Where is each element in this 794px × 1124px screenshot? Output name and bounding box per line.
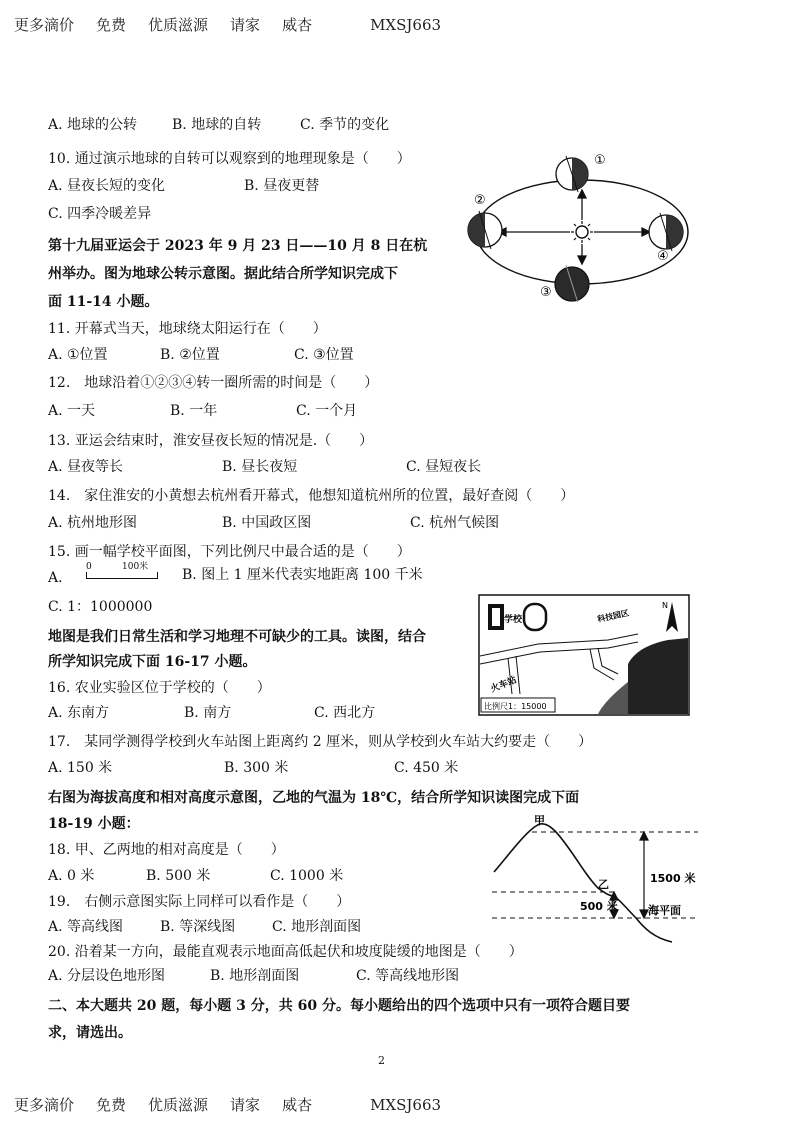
option-a: A. 东南方: [48, 705, 110, 721]
option-c: C. 地形剖面图: [272, 919, 362, 935]
banner-text: 更多滴价: [14, 1096, 75, 1114]
intro-18-19-line2: 18-19 小题：: [48, 816, 140, 832]
q16-stem: 16. 农业实验区位于学校的（ ）: [48, 680, 271, 696]
option-b: B. 地球的自转: [172, 117, 262, 133]
earth-icon: [649, 213, 683, 251]
banner-text: 威杏: [282, 16, 313, 34]
q10-stem: 10. 通过演示地球的自转可以观察到的地理现象是（ ）: [48, 151, 411, 167]
sea-level-label: 海平面: [648, 904, 681, 917]
banner-text: 威杏: [282, 1096, 313, 1114]
q19-stem: 19. 右侧示意图实际上同样可以看作是（ ）: [48, 894, 351, 910]
option-b: B. 300 米: [224, 760, 289, 776]
option-a: A. 分层设色地形图: [48, 968, 166, 984]
option-a: A. 杭州地形图: [48, 515, 138, 531]
banner-text: 请家: [230, 16, 261, 34]
option-c: C. 季节的变化: [300, 117, 390, 133]
bottom-banner: [14, 1094, 463, 1115]
option-b: B. 等深线图: [160, 919, 236, 935]
option-a: A.: [48, 570, 63, 586]
banner-text: 优质滋源: [148, 16, 209, 34]
option-c: C. 西北方: [314, 705, 376, 721]
school-map: [478, 594, 690, 716]
point-jia-label: 甲: [534, 814, 545, 827]
option-c: C. ③位置: [294, 347, 354, 363]
q17-stem: 17. 某同学测得学校到火车站图上距离约 2 厘米，则从学校到火车站大约要走（ ）: [48, 734, 593, 750]
position-label-1: ①: [594, 153, 606, 168]
earth-icon: [556, 156, 588, 192]
option-c: C. 等高线地形图: [356, 968, 460, 984]
option-b: B. 昼夜更替: [244, 178, 320, 194]
option-c: C. 杭州气候图: [410, 515, 500, 531]
option-b: B. ②位置: [160, 347, 220, 363]
scale-bar-zero: 0: [86, 562, 92, 572]
option-b: B. 南方: [184, 705, 232, 721]
banner-text: MXSJ663: [370, 16, 442, 34]
height-500-label: 500 米: [580, 900, 618, 913]
intro-18-19-line1: 右图为海拔高度和相对高度示意图，乙地的气温为 18℃，结合所学知识读图完成下面: [48, 790, 580, 806]
position-label-2: ②: [474, 193, 486, 208]
q14-stem: 14. 家住淮安的小黄想去杭州看开幕式，他想知道杭州所的位置，最好查阅（ ）: [48, 488, 575, 504]
intro-16-17-line2: 所学知识完成下面 16-17 小题。: [48, 654, 257, 670]
option-b: B. 中国政区图: [222, 515, 312, 531]
position-label-3: ③: [540, 285, 552, 300]
school-label: 学校: [504, 615, 523, 625]
option-a: A. ①位置: [48, 347, 108, 363]
q11-stem: 11. 开幕式当天，地球绕太阳运行在（ ）: [48, 321, 327, 337]
option-a: A. 0 米: [48, 868, 95, 884]
intro-11-14-line2: 州举办。图为地球公转示意图。据此结合所学知识完成下: [48, 266, 398, 282]
option-b: B. 一年: [170, 403, 218, 419]
banner-text: 免费: [96, 1096, 127, 1114]
earth-icon: [468, 211, 502, 249]
scale-bar-length: 100米: [122, 562, 149, 572]
intro-16-17-line1: 地图是我们日常生活和学习地理不可缺少的工具。读图，结合: [48, 629, 426, 645]
point-yi-label: 乙: [598, 878, 609, 891]
sun-icon: [571, 221, 593, 243]
banner-text: 请家: [230, 1096, 261, 1114]
q15-stem: 15. 画一幅学校平面图，下列比例尺中最合适的是（ ）: [48, 544, 411, 560]
q12-stem: 12. 地球沿着①②③④转一圈所需的时间是（ ）: [48, 375, 379, 391]
q20-stem: 20. 沿着某一方向，最能直观表示地面高低起伏和坡度陡缓的地图是（ ）: [48, 944, 523, 960]
station-label: 火车站: [489, 675, 519, 695]
option-a: A. 一天: [48, 403, 96, 419]
option-c: C. 昼短夜长: [406, 459, 482, 475]
north-label: N: [662, 601, 668, 610]
page-number: 2: [378, 1054, 385, 1067]
option-b: B. 昼长夜短: [222, 459, 298, 475]
section-2-line2: 求，请选出。: [48, 1025, 132, 1041]
option-c: C. 1000 米: [270, 868, 344, 884]
section-2-line1: 二、本大题共 20 题，每小题 3 分，共 60 分。每小题给出的四个选项中只有一项符合题目要: [48, 998, 630, 1014]
scale-bar-icon: [86, 572, 158, 579]
tech-park-label: 科技园区: [596, 608, 630, 624]
q13-stem: 13. 亚运会结束时，淮安昼夜长短的情况是.（ ）: [48, 433, 374, 449]
banner-text: 更多滴价: [14, 16, 75, 34]
q18-stem: 18. 甲、乙两地的相对高度是（ ）: [48, 842, 285, 858]
map-scale-label: 比例尺1：15000: [484, 702, 547, 711]
intro-11-14-line1: 第十九届亚运会于 2023 年 9 月 23 日——10 月 8 日在杭: [48, 238, 428, 254]
option-c: C. 450 米: [394, 760, 459, 776]
option-b: B. 地形剖面图: [210, 968, 300, 984]
q10-option-c: C. 四季冷暖差异: [48, 206, 152, 222]
top-banner: [14, 14, 463, 35]
earth-orbit-diagram: [462, 150, 702, 302]
banner-text: MXSJ663: [370, 1096, 442, 1114]
intro-11-14-line3: 面 11-14 小题。: [48, 294, 159, 310]
height-1500-label: 1500 米: [650, 872, 696, 885]
option-b: B. 图上 1 厘米代表实地距离 100 千米: [182, 567, 423, 583]
banner-text: 免费: [96, 16, 127, 34]
position-label-4: ④: [657, 249, 669, 264]
option-a: A. 昼夜等长: [48, 459, 124, 475]
option-a: A. 地球的公转: [48, 117, 138, 133]
option-b: B. 500 米: [146, 868, 211, 884]
option-c: C. 一个月: [296, 403, 358, 419]
q15-option-c: C. 1：1000000: [48, 599, 153, 615]
elevation-profile-diagram: [488, 812, 706, 944]
banner-text: 优质滋源: [148, 1096, 209, 1114]
option-a: A. 昼夜长短的变化: [48, 178, 166, 194]
option-a: A. 等高线图: [48, 919, 124, 935]
option-a: A. 150 米: [48, 760, 113, 776]
earth-icon: [555, 265, 589, 302]
